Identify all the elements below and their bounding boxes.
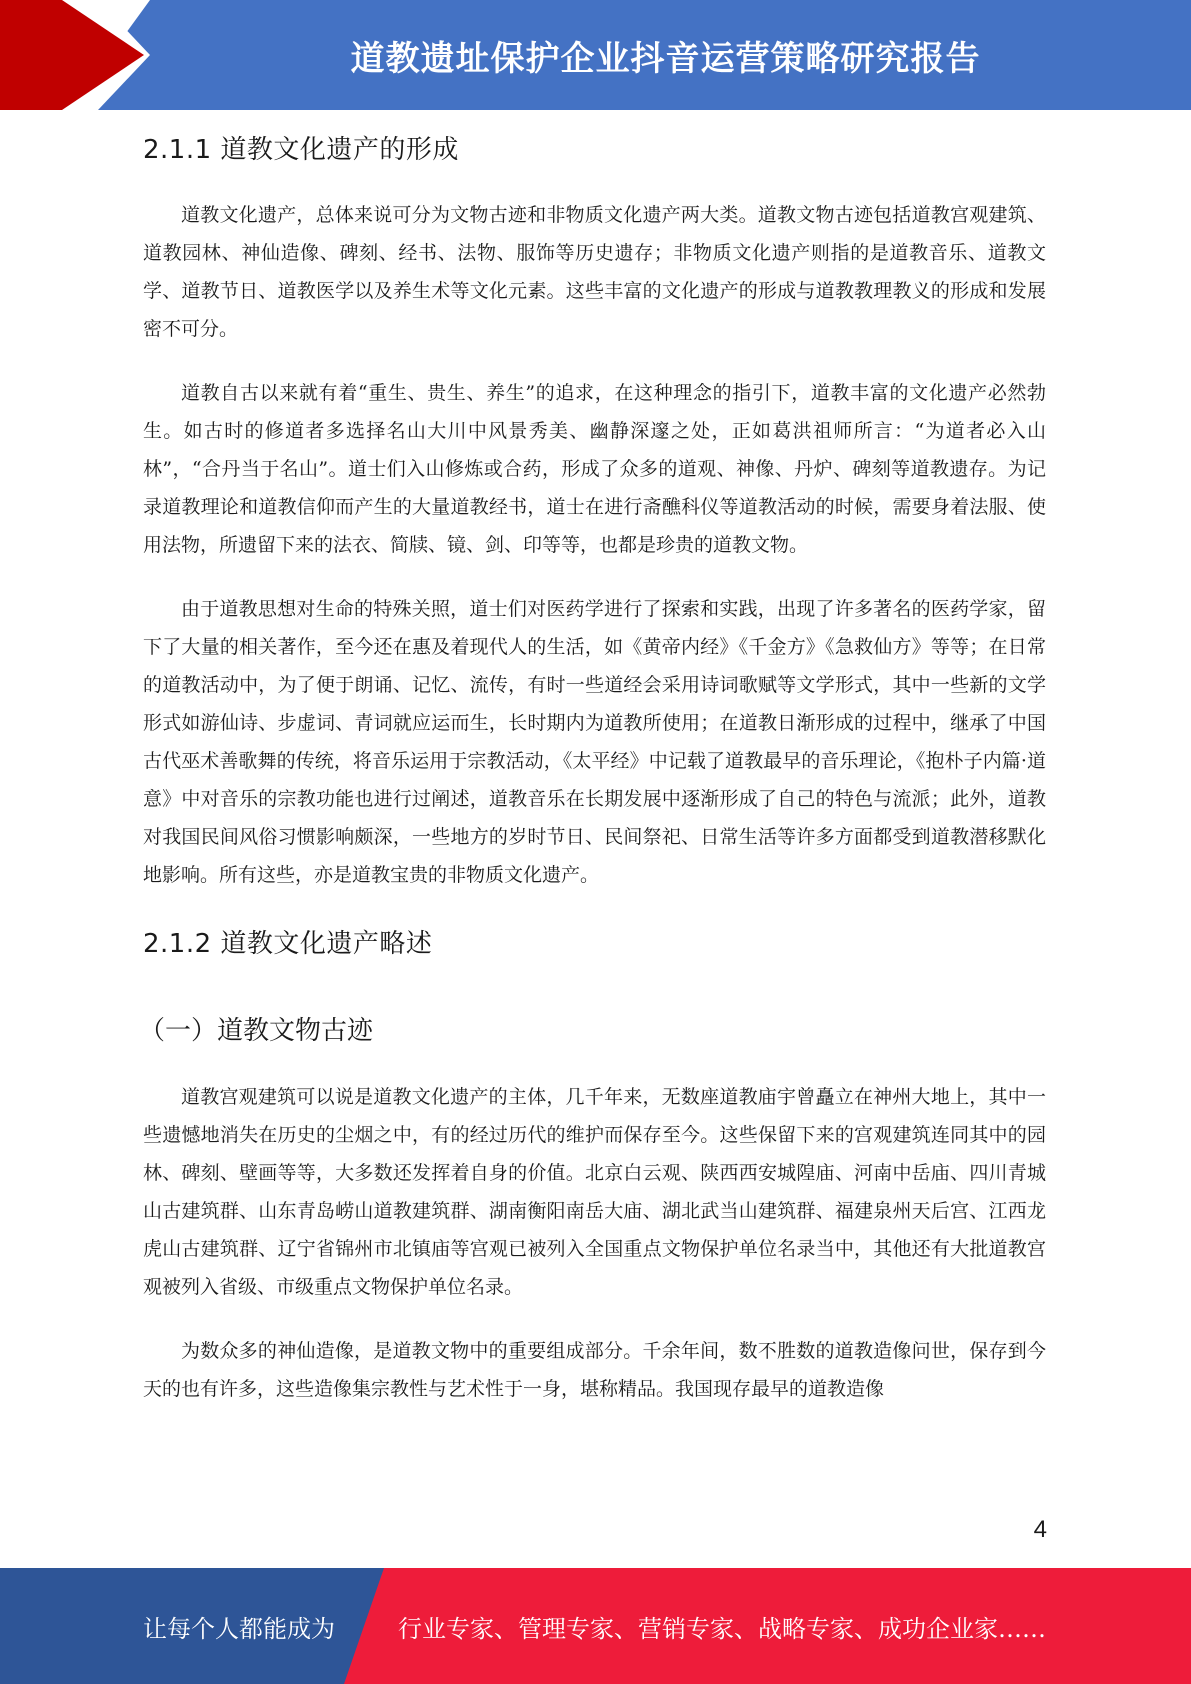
document-title: 道教遗址保护企业抖音运营策略研究报告 bbox=[350, 38, 981, 79]
subsection-heading: （一）道教文物古迹 bbox=[139, 1016, 374, 1046]
paragraph: 由于道教思想对生命的特殊关照，道士们对医药学进行了探索和实践，出现了许多著名的医药学家，留下了大量的相关著作，至今还在惠及着现代人的生活，如《黄帝内经》《千金方》《急救仙方》等等；在日常的道教活动中，为了便于朗诵、记忆、流传，有时一些道经会采用诗词歌赋等文学形式，其中一些新的文学形式如游仙诗、步虚词、青词就应运而生，长时期内为道教所使用；在道教日渐形成的过程中，继承了中国古代巫术善歌舞的传统，将音乐运用于宗教活动，《太平经》中记载了道教最早的音乐理论，《抱朴子内篇·道意》中对音乐的宗教功能也进行过阐述，道教音乐在长期发展中逐渐形成了自己的特色与流派；此外，道教对我国民间风俗习惯影响颇深，一些地方的岁时节日、民间祭祀、日常生活等许多方面都受到道教潜移默化地影响。所有这些，亦是道教宝贵的非物质文化遗产。 bbox=[143, 598, 1046, 886]
paragraph: 为数众多的神仙造像，是道教文物中的重要组成部分。千余年间，数不胜数的道教造像问世，保存到今天的也有许多，这些造像集宗教性与艺术性于一身，堪称精品。我国现存最早的道教造像 bbox=[143, 1340, 1046, 1400]
header-band bbox=[0, 0, 1191, 110]
footer-slogan-left: 让每个人都能成为 bbox=[143, 1614, 335, 1643]
paragraph: 道教自古以来就有着“重生、贵生、养生”的追求，在这种理念的指引下，道教丰富的文化遗产必然勃生。如古时的修道者多选择名山大川中风景秀美、幽静深邃之处，正如葛洪祖师所言：“为道者必入山林”，“合丹当于名山”。道士们入山修炼或合药，形成了众多的道观、神像、丹炉、碑刻等道教遗存。为记录道教理论和道教信仰而产生的大量道教经书，道士在进行斋醮科仪等道教活动的时候，需要身着法服、使用法物，所遗留下来的法衣、简牍、镜、剑、印等等，也都是珍贵的道教文物。 bbox=[143, 382, 1046, 556]
footer-slogan-right: 行业专家、管理专家、营销专家、战略专家、成功企业家…… bbox=[398, 1614, 1046, 1643]
paragraph: 道教宫观建筑可以说是道教文化遗产的主体，几千年来，无数座道教庙宇曾矗立在神州大地上，其中一些遗憾地消失在历史的尘烟之中，有的经过历代的维护而保存至今。这些保留下来的宫观建筑连同其中的园林、碑刻、壁画等等，大多数还发挥着自身的价值。北京白云观、陕西西安城隍庙、河南中岳庙、四川青城山古建筑群、山东青岛崂山道教建筑群、湖南衡阳南岳大庙、湖北武当山建筑群、福建泉州天后宫、江西龙虎山古建筑群、辽宁省锦州市北镇庙等宫观已被列入全国重点文物保护单位名录当中，其他还有大批道教宫观被列入省级、市级重点文物保护单位名录。 bbox=[143, 1086, 1046, 1298]
footer-band bbox=[0, 1568, 1191, 1684]
section-heading-2-1-1: 2.1.1 道教文化遗产的形成 bbox=[143, 135, 459, 165]
section-heading-2-1-2: 2.1.2 道教文化遗产略述 bbox=[143, 929, 433, 959]
document-body bbox=[139, 118, 1046, 1408]
paragraph: 道教文化遗产，总体来说可分为文物古迹和非物质文化遗产两大类。道教文物古迹包括道教宫观建筑、道教园林、神仙造像、碑刻、经书、法物、服饰等历史遗存；非物质文化遗产则指的是道教音乐、道教文学、道教节日、道教医学以及养生术等文化元素。这些丰富的文化遗产的形成与道教教理教义的形成和发展密不可分。 bbox=[143, 204, 1046, 340]
page-number: 4 bbox=[1033, 1516, 1047, 1543]
